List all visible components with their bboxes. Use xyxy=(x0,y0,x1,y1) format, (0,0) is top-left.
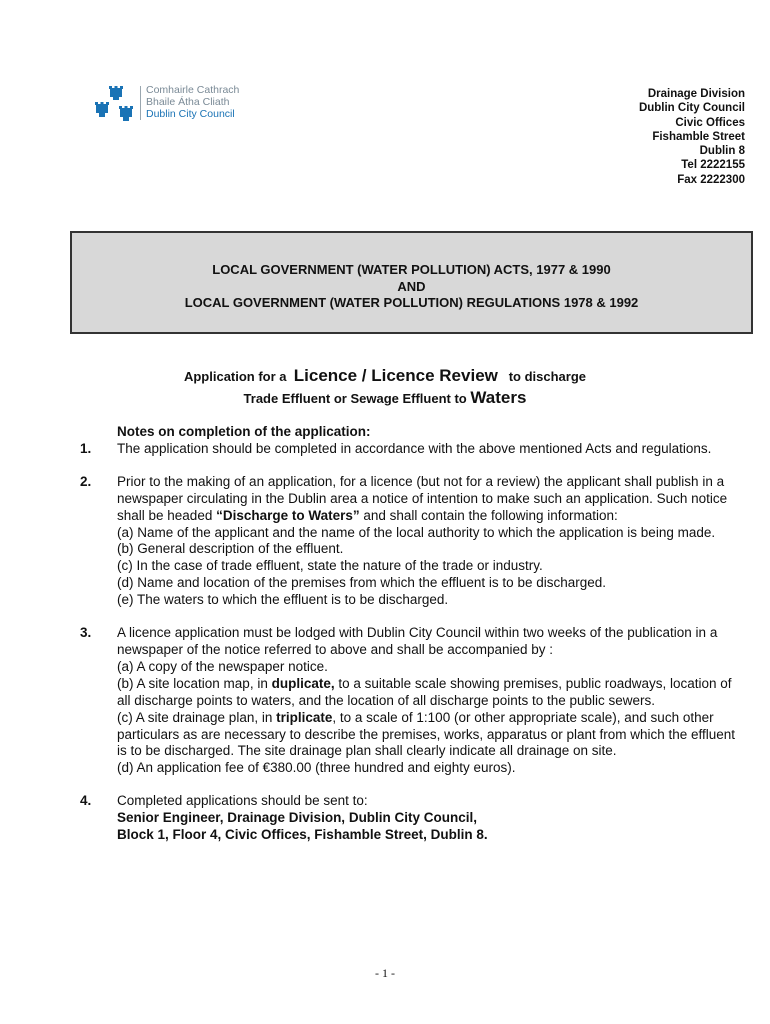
title-line-and: AND xyxy=(397,278,426,294)
note-2-item-e: (e) The waters to which the effluent is to be discharged. xyxy=(117,592,449,608)
note-4-bold1: Senior Engineer, Drainage Division, Dublin City Council, xyxy=(117,810,478,826)
application-prefix: Application for a xyxy=(183,369,287,384)
note-2-item-b: (b) General description of the effluent. xyxy=(117,541,344,557)
note-3-text: A licence application must be lodged with Dublin City Council within two weeks of the publication in a newspaper of the notice referred to above and shall be accompanied by : xyxy=(117,625,718,657)
address-city: Dublin 8 xyxy=(699,145,745,158)
note-2-heading-bold: “Discharge to Waters” xyxy=(216,507,360,523)
note-3-item-c xyxy=(117,710,740,761)
note-4-text: Completed applications should be sent to: xyxy=(117,793,368,809)
note-number: 4. xyxy=(80,793,92,809)
note-2-intro xyxy=(117,474,740,525)
application-effluent-type: Trade Effluent or Sewage Effluent to xyxy=(243,391,467,406)
application-suffix: to discharge xyxy=(508,369,587,384)
address-street: Fishamble Street xyxy=(652,130,745,143)
note-3-c-bold: triplicate xyxy=(276,709,333,725)
note-1-text: The application should be completed in accordance with the above mentioned Acts and regulations. xyxy=(117,440,712,456)
logo-irish-line1: Comhairle Cathrach xyxy=(146,84,240,96)
note-2-item-d: (d) Name and location of the premises from which the effluent is to be discharged. xyxy=(117,575,607,591)
page-number: - 1 - xyxy=(375,966,395,980)
note-number: 1. xyxy=(80,440,92,456)
note-3 xyxy=(80,625,740,777)
note-3-c-post: , to a scale of 1:100 (or other appropriate scale), and such other particulars as are necessary to describe the premises, works, apparatus or plant from which the effluent is to be discharged. The site drainage plan shall clearly indicate all drainage on site. xyxy=(117,709,736,759)
note-4-bold2: Block 1, Floor 4, Civic Offices, Fishamble Street, Dublin 8. xyxy=(117,827,488,843)
logo-divider xyxy=(140,86,141,120)
note-2-item-a: (a) Name of the applicant and the name of the local authority to which the application is being made. xyxy=(117,524,716,540)
title-line-regulations: LOCAL GOVERNMENT (WATER POLLUTION) REGULATIONS 1978 & 1992 xyxy=(184,295,639,310)
note-number: 2. xyxy=(80,473,92,489)
logo-wordmark xyxy=(146,84,239,120)
application-licence-type: Licence / Licence Review xyxy=(293,366,498,385)
address-building: Civic Offices xyxy=(675,116,745,129)
note-2-text-a: Prior to the making of an application, for a licence (but not for a review) the applicant shall publish in a newspaper circulating in the Dublin area a notice of intention to make such an application. Such notice shall be headed xyxy=(117,473,728,523)
address-fax: Fax 2222300 xyxy=(677,173,745,186)
title-line-acts: LOCAL GOVERNMENT (WATER POLLUTION) ACTS, 1977 & 1990 xyxy=(212,262,611,277)
note-3-item-d: (d) An application fee of €380.00 (three hundred and eighty euros). xyxy=(117,760,516,776)
note-4 xyxy=(80,793,740,844)
note-4-address-line1 xyxy=(117,810,740,827)
note-number: 3. xyxy=(80,625,92,641)
sender-address xyxy=(639,87,745,187)
three-castles-icon xyxy=(94,86,138,122)
note-3-item-a: (a) A copy of the newspaper notice. xyxy=(117,658,328,674)
address-tel: Tel 2222155 xyxy=(681,159,745,172)
note-1 xyxy=(80,441,740,458)
council-logo xyxy=(94,84,264,124)
note-3-b-post: to a suitable scale showing premises, public roadways, location of all discharge points to waters, and the location of all discharge points to the public sewers. xyxy=(117,675,732,708)
legislation-title-box xyxy=(70,231,753,334)
note-2-text-b: and shall contain the following information: xyxy=(359,507,618,523)
application-title-line1 xyxy=(0,366,770,386)
note-2 xyxy=(80,474,740,609)
address-council: Dublin City Council xyxy=(638,102,745,115)
note-3-c-pre: (c) A site drainage plan, in xyxy=(117,709,277,725)
notes-heading: Notes on completion of the application: xyxy=(117,424,371,439)
application-waters: Waters xyxy=(470,388,527,407)
logo-english-name: Dublin City Council xyxy=(146,108,235,120)
notes-section xyxy=(80,424,740,844)
address-division: Drainage Division xyxy=(647,88,745,100)
note-2-item-c: (c) In the case of trade effluent, state the nature of the trade or industry. xyxy=(117,558,543,574)
note-3-b-bold: duplicate, xyxy=(271,675,335,691)
note-3-item-b xyxy=(117,676,740,710)
logo-irish-line2: Bhaile Átha Cliath xyxy=(146,96,230,108)
application-title-line2 xyxy=(0,388,770,408)
note-3-b-pre: (b) A site location map, in xyxy=(117,675,272,691)
note-4-address-line2 xyxy=(117,827,740,844)
